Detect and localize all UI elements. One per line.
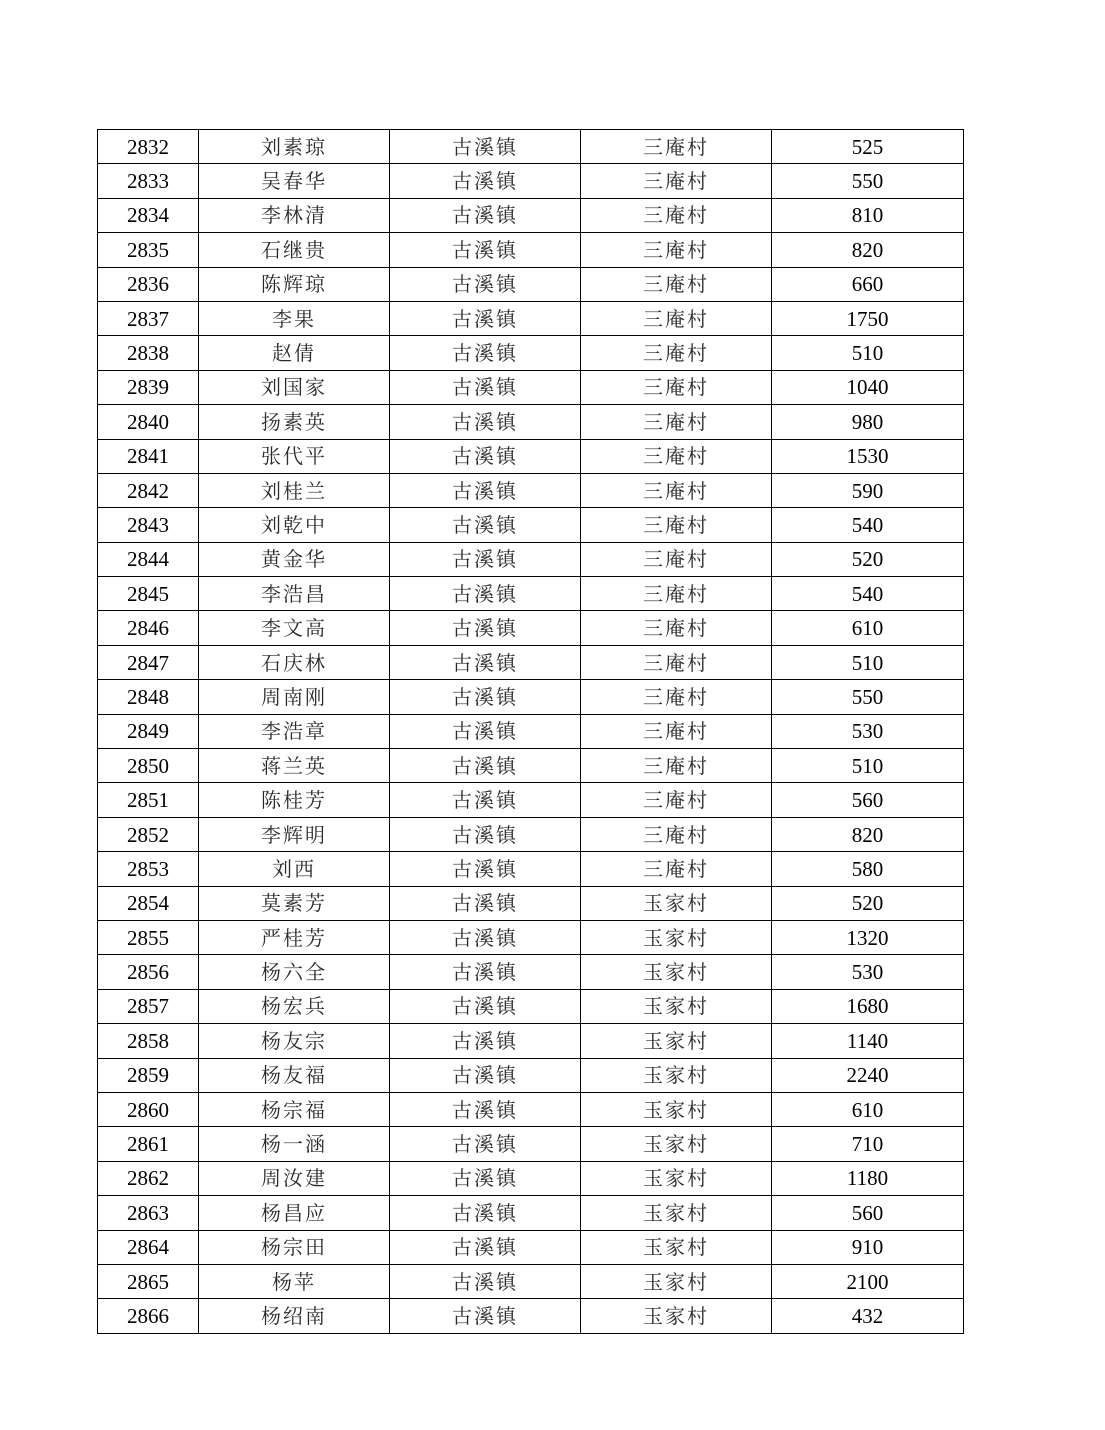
village-cell: 三庵村 — [581, 439, 772, 473]
town-cell: 古溪镇 — [390, 508, 581, 542]
table-row — [98, 233, 964, 267]
name-cell: 杨苹 — [199, 1264, 390, 1298]
table-row — [98, 645, 964, 679]
table-row — [98, 301, 964, 335]
table-row — [98, 1127, 964, 1161]
name-cell: 杨昌应 — [199, 1196, 390, 1230]
table-row — [98, 817, 964, 851]
name-cell: 李果 — [199, 301, 390, 335]
sequence-cell: 2861 — [98, 1127, 199, 1161]
village-cell: 玉家村 — [581, 886, 772, 920]
town-cell: 古溪镇 — [390, 301, 581, 335]
sequence-cell: 2863 — [98, 1196, 199, 1230]
town-cell: 古溪镇 — [390, 1230, 581, 1264]
village-cell: 玉家村 — [581, 1230, 772, 1264]
table-row — [98, 130, 964, 164]
table-row — [98, 714, 964, 748]
sequence-cell: 2837 — [98, 301, 199, 335]
name-cell: 李辉明 — [199, 817, 390, 851]
table-row — [98, 405, 964, 439]
village-cell: 玉家村 — [581, 989, 772, 1023]
amount-cell: 2100 — [772, 1264, 964, 1298]
name-cell: 杨宏兵 — [199, 989, 390, 1023]
amount-cell: 580 — [772, 852, 964, 886]
village-cell: 三庵村 — [581, 405, 772, 439]
table-row — [98, 749, 964, 783]
village-cell: 三庵村 — [581, 783, 772, 817]
name-cell: 扬素英 — [199, 405, 390, 439]
town-cell: 古溪镇 — [390, 1024, 581, 1058]
amount-cell: 660 — [772, 267, 964, 301]
village-cell: 三庵村 — [581, 198, 772, 232]
amount-cell: 520 — [772, 886, 964, 920]
name-cell: 刘西 — [199, 852, 390, 886]
name-cell: 严桂芳 — [199, 920, 390, 954]
table-row — [98, 508, 964, 542]
village-cell: 玉家村 — [581, 1299, 772, 1333]
table-row — [98, 439, 964, 473]
town-cell: 古溪镇 — [390, 439, 581, 473]
sequence-cell: 2853 — [98, 852, 199, 886]
table-row — [98, 955, 964, 989]
village-cell: 三庵村 — [581, 577, 772, 611]
name-cell: 蒋兰英 — [199, 749, 390, 783]
sequence-cell: 2865 — [98, 1264, 199, 1298]
town-cell: 古溪镇 — [390, 370, 581, 404]
village-cell: 玉家村 — [581, 1161, 772, 1195]
sequence-cell: 2838 — [98, 336, 199, 370]
amount-cell: 520 — [772, 542, 964, 576]
amount-cell: 550 — [772, 680, 964, 714]
roster-table-body — [98, 130, 964, 1334]
village-cell: 三庵村 — [581, 267, 772, 301]
town-cell: 古溪镇 — [390, 852, 581, 886]
village-cell: 三庵村 — [581, 130, 772, 164]
sequence-cell: 2842 — [98, 473, 199, 507]
name-cell: 陈桂芳 — [199, 783, 390, 817]
table-row — [98, 370, 964, 404]
name-cell: 杨绍南 — [199, 1299, 390, 1333]
amount-cell: 1750 — [772, 301, 964, 335]
sequence-cell: 2836 — [98, 267, 199, 301]
table-row — [98, 1058, 964, 1092]
table-row — [98, 542, 964, 576]
village-cell: 玉家村 — [581, 1264, 772, 1298]
name-cell: 周南刚 — [199, 680, 390, 714]
sequence-cell: 2844 — [98, 542, 199, 576]
name-cell: 杨宗福 — [199, 1092, 390, 1126]
amount-cell: 550 — [772, 164, 964, 198]
name-cell: 刘桂兰 — [199, 473, 390, 507]
sequence-cell: 2834 — [98, 198, 199, 232]
town-cell: 古溪镇 — [390, 1264, 581, 1298]
name-cell: 杨宗田 — [199, 1230, 390, 1264]
town-cell: 古溪镇 — [390, 267, 581, 301]
name-cell: 杨一涵 — [199, 1127, 390, 1161]
table-row — [98, 611, 964, 645]
sequence-cell: 2856 — [98, 955, 199, 989]
sequence-cell: 2840 — [98, 405, 199, 439]
town-cell: 古溪镇 — [390, 198, 581, 232]
name-cell: 杨友宗 — [199, 1024, 390, 1058]
name-cell: 张代平 — [199, 439, 390, 473]
amount-cell: 710 — [772, 1127, 964, 1161]
amount-cell: 1040 — [772, 370, 964, 404]
sequence-cell: 2833 — [98, 164, 199, 198]
table-row — [98, 198, 964, 232]
table-row — [98, 577, 964, 611]
amount-cell: 530 — [772, 714, 964, 748]
village-cell: 三庵村 — [581, 611, 772, 645]
village-cell: 三庵村 — [581, 508, 772, 542]
sequence-cell: 2860 — [98, 1092, 199, 1126]
table-row — [98, 920, 964, 954]
village-cell: 玉家村 — [581, 1058, 772, 1092]
name-cell: 陈辉琼 — [199, 267, 390, 301]
name-cell: 赵倩 — [199, 336, 390, 370]
sequence-cell: 2852 — [98, 817, 199, 851]
table-row — [98, 783, 964, 817]
town-cell: 古溪镇 — [390, 783, 581, 817]
amount-cell: 560 — [772, 1196, 964, 1230]
name-cell: 石庆林 — [199, 645, 390, 679]
town-cell: 古溪镇 — [390, 645, 581, 679]
table-row — [98, 1230, 964, 1264]
sequence-cell: 2857 — [98, 989, 199, 1023]
amount-cell: 510 — [772, 336, 964, 370]
sequence-cell: 2849 — [98, 714, 199, 748]
name-cell: 吴春华 — [199, 164, 390, 198]
town-cell: 古溪镇 — [390, 1299, 581, 1333]
village-cell: 玉家村 — [581, 1024, 772, 1058]
sequence-cell: 2850 — [98, 749, 199, 783]
sequence-cell: 2854 — [98, 886, 199, 920]
table-row — [98, 1024, 964, 1058]
town-cell: 古溪镇 — [390, 336, 581, 370]
amount-cell: 1320 — [772, 920, 964, 954]
village-cell: 玉家村 — [581, 955, 772, 989]
amount-cell: 610 — [772, 611, 964, 645]
sequence-cell: 2855 — [98, 920, 199, 954]
town-cell: 古溪镇 — [390, 164, 581, 198]
village-cell: 玉家村 — [581, 1092, 772, 1126]
amount-cell: 525 — [772, 130, 964, 164]
name-cell: 周汝建 — [199, 1161, 390, 1195]
table-row — [98, 1264, 964, 1298]
sequence-cell: 2864 — [98, 1230, 199, 1264]
sequence-cell: 2843 — [98, 508, 199, 542]
town-cell: 古溪镇 — [390, 749, 581, 783]
amount-cell: 980 — [772, 405, 964, 439]
amount-cell: 540 — [772, 577, 964, 611]
sequence-cell: 2845 — [98, 577, 199, 611]
table-row — [98, 473, 964, 507]
table-row — [98, 852, 964, 886]
name-cell: 李文高 — [199, 611, 390, 645]
table-row — [98, 1161, 964, 1195]
table-row — [98, 1092, 964, 1126]
sequence-cell: 2848 — [98, 680, 199, 714]
sequence-cell: 2851 — [98, 783, 199, 817]
amount-cell: 910 — [772, 1230, 964, 1264]
amount-cell: 510 — [772, 645, 964, 679]
sequence-cell: 2866 — [98, 1299, 199, 1333]
sequence-cell: 2839 — [98, 370, 199, 404]
town-cell: 古溪镇 — [390, 680, 581, 714]
table-row — [98, 989, 964, 1023]
table-row — [98, 886, 964, 920]
table-row — [98, 1196, 964, 1230]
town-cell: 古溪镇 — [390, 920, 581, 954]
village-cell: 三庵村 — [581, 749, 772, 783]
name-cell: 李浩章 — [199, 714, 390, 748]
town-cell: 古溪镇 — [390, 989, 581, 1023]
town-cell: 古溪镇 — [390, 611, 581, 645]
name-cell: 刘国家 — [199, 370, 390, 404]
town-cell: 古溪镇 — [390, 473, 581, 507]
village-cell: 三庵村 — [581, 645, 772, 679]
amount-cell: 540 — [772, 508, 964, 542]
town-cell: 古溪镇 — [390, 1058, 581, 1092]
amount-cell: 820 — [772, 233, 964, 267]
village-cell: 三庵村 — [581, 473, 772, 507]
name-cell: 黄金华 — [199, 542, 390, 576]
amount-cell: 560 — [772, 783, 964, 817]
village-cell: 三庵村 — [581, 336, 772, 370]
village-cell: 三庵村 — [581, 370, 772, 404]
town-cell: 古溪镇 — [390, 1127, 581, 1161]
village-cell: 三庵村 — [581, 233, 772, 267]
village-cell: 玉家村 — [581, 1196, 772, 1230]
town-cell: 古溪镇 — [390, 1161, 581, 1195]
table-row — [98, 267, 964, 301]
name-cell: 刘乾中 — [199, 508, 390, 542]
name-cell: 李浩昌 — [199, 577, 390, 611]
amount-cell: 2240 — [772, 1058, 964, 1092]
amount-cell: 432 — [772, 1299, 964, 1333]
table-row — [98, 680, 964, 714]
amount-cell: 810 — [772, 198, 964, 232]
amount-cell: 510 — [772, 749, 964, 783]
town-cell: 古溪镇 — [390, 577, 581, 611]
name-cell: 杨友福 — [199, 1058, 390, 1092]
village-cell: 三庵村 — [581, 301, 772, 335]
sequence-cell: 2847 — [98, 645, 199, 679]
town-cell: 古溪镇 — [390, 542, 581, 576]
town-cell: 古溪镇 — [390, 233, 581, 267]
name-cell: 石继贵 — [199, 233, 390, 267]
sequence-cell: 2835 — [98, 233, 199, 267]
village-cell: 玉家村 — [581, 920, 772, 954]
village-cell: 玉家村 — [581, 1127, 772, 1161]
village-cell: 三庵村 — [581, 164, 772, 198]
amount-cell: 1680 — [772, 989, 964, 1023]
town-cell: 古溪镇 — [390, 714, 581, 748]
amount-cell: 530 — [772, 955, 964, 989]
village-cell: 三庵村 — [581, 542, 772, 576]
amount-cell: 610 — [772, 1092, 964, 1126]
town-cell: 古溪镇 — [390, 955, 581, 989]
table-row — [98, 1299, 964, 1333]
village-cell: 三庵村 — [581, 817, 772, 851]
town-cell: 古溪镇 — [390, 405, 581, 439]
amount-cell: 1530 — [772, 439, 964, 473]
town-cell: 古溪镇 — [390, 1092, 581, 1126]
name-cell: 杨六全 — [199, 955, 390, 989]
village-cell: 三庵村 — [581, 714, 772, 748]
sequence-cell: 2841 — [98, 439, 199, 473]
sequence-cell: 2858 — [98, 1024, 199, 1058]
sequence-cell: 2832 — [98, 130, 199, 164]
name-cell: 刘素琼 — [199, 130, 390, 164]
roster-table — [97, 129, 964, 1334]
amount-cell: 1140 — [772, 1024, 964, 1058]
name-cell: 莫素芳 — [199, 886, 390, 920]
table-row — [98, 164, 964, 198]
town-cell: 古溪镇 — [390, 817, 581, 851]
table-row — [98, 336, 964, 370]
village-cell: 三庵村 — [581, 852, 772, 886]
name-cell: 李林清 — [199, 198, 390, 232]
sequence-cell: 2846 — [98, 611, 199, 645]
amount-cell: 1180 — [772, 1161, 964, 1195]
amount-cell: 590 — [772, 473, 964, 507]
town-cell: 古溪镇 — [390, 1196, 581, 1230]
town-cell: 古溪镇 — [390, 130, 581, 164]
sequence-cell: 2859 — [98, 1058, 199, 1092]
amount-cell: 820 — [772, 817, 964, 851]
village-cell: 三庵村 — [581, 680, 772, 714]
sequence-cell: 2862 — [98, 1161, 199, 1195]
town-cell: 古溪镇 — [390, 886, 581, 920]
